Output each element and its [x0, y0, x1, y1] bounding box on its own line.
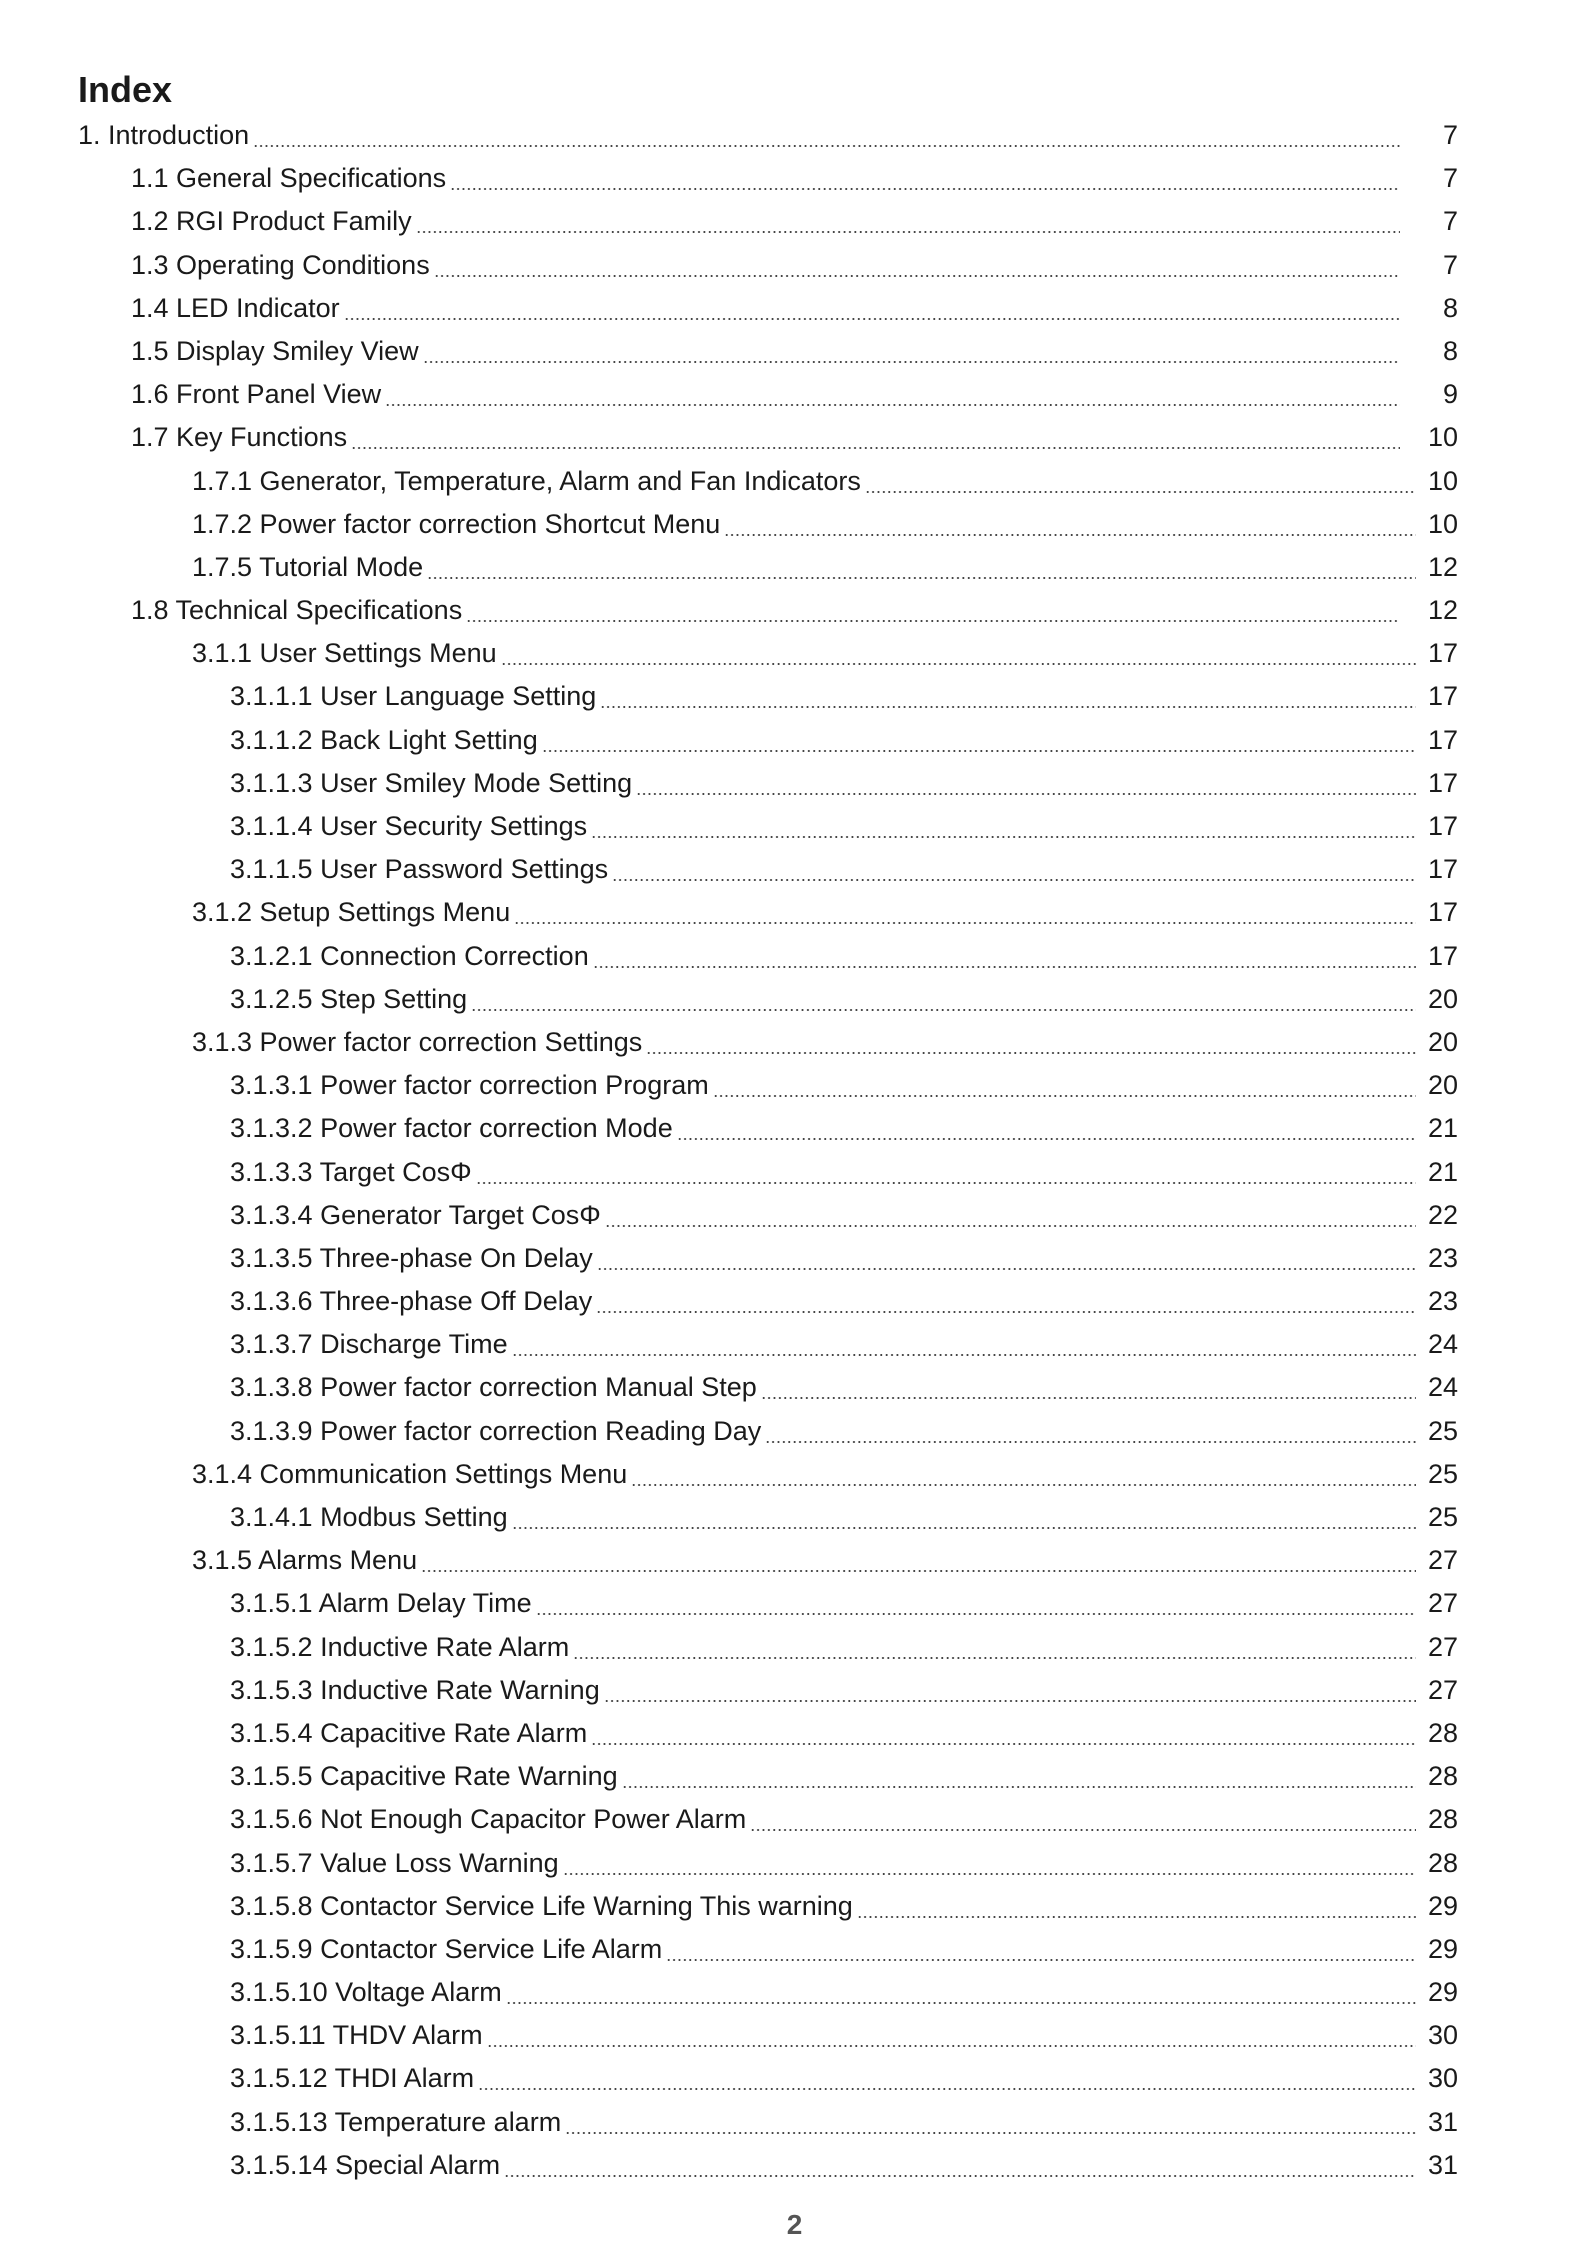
toc-entry	[78, 373, 1458, 416]
toc-entry-page: 17	[1427, 767, 1458, 798]
toc-entry-label: 3.1.3.4 Generator Target CosΦ	[230, 1199, 601, 1230]
toc-entry-page: 7	[1442, 163, 1458, 194]
dot-leader	[666, 1928, 1416, 1971]
toc-entry-label: 1.7.2 Power factor correction Shortcut Menu	[192, 508, 721, 539]
dot-leader	[591, 1712, 1416, 1755]
toc-entry-page: 20	[1427, 983, 1458, 1014]
dot-leader	[646, 1021, 1416, 1064]
page-number: 2	[786, 2209, 803, 2240]
toc-entry-label: 3.1.5.13 Temperature alarm	[230, 2106, 562, 2137]
dot-leader	[427, 546, 1416, 589]
toc-entry-page: 23	[1427, 1286, 1458, 1317]
toc-entry-page: 8	[1442, 292, 1458, 323]
dot-leader	[600, 675, 1416, 718]
toc-entry-label: 1.3 Operating Conditions	[131, 249, 430, 280]
page-title: Index	[78, 69, 173, 110]
toc-entry-label: 3.1.5.10 Voltage Alarm	[230, 1977, 502, 2008]
dot-leader	[605, 1194, 1416, 1237]
toc-entry-label: 3.1.1.3 User Smiley Mode Setting	[230, 767, 633, 798]
toc-entry-label: 1.1 General Specifications	[131, 163, 447, 194]
toc-entry	[78, 1064, 1458, 1107]
toc-entry	[78, 632, 1458, 675]
toc-entry-page: 30	[1427, 2020, 1458, 2051]
toc-entry-page: 22	[1427, 1199, 1458, 1230]
toc-entry-page: 17	[1427, 681, 1458, 712]
toc-entry	[78, 1107, 1458, 1150]
toc-entry-page: 30	[1427, 2063, 1458, 2094]
toc-entry-page: 12	[1427, 551, 1458, 582]
toc-entry	[78, 1194, 1458, 1237]
toc-entry	[78, 1021, 1458, 1064]
dot-leader	[573, 1626, 1416, 1669]
toc-entry-label: 3.1.5.9 Contactor Service Life Alarm	[230, 1933, 663, 1964]
dot-leader	[593, 935, 1416, 978]
toc-entry	[78, 1755, 1458, 1798]
toc-entry-page: 23	[1427, 1242, 1458, 1273]
toc-entry-label: 3.1.5.5 Capacitive Rate Warning	[230, 1761, 618, 1792]
toc-entry	[78, 848, 1458, 891]
dot-leader	[476, 1151, 1416, 1194]
toc-entry-page: 9	[1442, 379, 1458, 410]
toc-entry-page: 8	[1442, 335, 1458, 366]
toc-entry	[78, 1496, 1458, 1539]
table-of-contents	[78, 114, 1458, 2187]
toc-entry-label: 3.1.5.2 Inductive Rate Alarm	[230, 1631, 570, 1662]
toc-entry-page: 20	[1427, 1070, 1458, 1101]
toc-entry-label: 3.1.5.12 THDI Alarm	[230, 2063, 475, 2094]
toc-entry-page: 17	[1427, 638, 1458, 669]
dot-leader	[512, 1323, 1416, 1366]
dot-leader	[514, 891, 1416, 934]
dot-leader	[501, 632, 1416, 675]
toc-entry-page: 24	[1427, 1329, 1458, 1360]
dot-leader	[450, 157, 1400, 200]
toc-entry-label: 1.5 Display Smiley View	[131, 335, 419, 366]
toc-entry-page: 21	[1427, 1156, 1458, 1187]
dot-leader	[487, 2014, 1416, 2057]
dot-leader	[857, 1885, 1416, 1928]
toc-entry	[78, 1323, 1458, 1366]
toc-entry-page: 31	[1427, 2149, 1458, 2180]
toc-entry	[78, 1712, 1458, 1755]
toc-entry-label: 3.1.5.7 Value Loss Warning	[230, 1847, 559, 1878]
toc-entry-label: 1.7 Key Functions	[131, 422, 348, 453]
toc-entry	[78, 1626, 1458, 1669]
toc-entry-label: 1.2 RGI Product Family	[131, 206, 412, 237]
toc-entry-page: 17	[1427, 724, 1458, 755]
dot-leader	[677, 1107, 1416, 1150]
toc-entry	[78, 805, 1458, 848]
toc-entry	[78, 762, 1458, 805]
dot-leader	[591, 805, 1416, 848]
dot-leader	[724, 503, 1416, 546]
toc-entry	[78, 1582, 1458, 1625]
toc-entry-label: 1.7.5 Tutorial Mode	[192, 551, 424, 582]
toc-entry-page: 29	[1427, 1890, 1458, 1921]
dot-leader	[761, 1366, 1416, 1409]
toc-entry	[78, 1453, 1458, 1496]
dot-leader	[421, 1539, 1416, 1582]
toc-entry-label: 3.1.3 Power factor correction Settings	[192, 1026, 643, 1057]
toc-entry-page: 28	[1427, 1847, 1458, 1878]
toc-entry	[78, 675, 1458, 718]
toc-entry-page: 24	[1427, 1372, 1458, 1403]
toc-entry-label: 3.1.3.9 Power factor correction Reading Day	[230, 1415, 762, 1446]
dot-leader	[423, 330, 1400, 373]
toc-entry-label: 3.1.1.4 User Security Settings	[230, 811, 588, 841]
dot-leader	[865, 460, 1416, 503]
dot-leader	[713, 1064, 1416, 1107]
toc-entry-page: 27	[1427, 1545, 1458, 1576]
toc-entry-page: 31	[1427, 2106, 1458, 2137]
dot-leader	[466, 589, 1400, 632]
toc-entry	[78, 1928, 1458, 1971]
dot-leader	[478, 2057, 1416, 2100]
toc-entry	[78, 503, 1458, 546]
toc-entry-label: 3.1.5.1 Alarm Delay Time	[230, 1588, 532, 1619]
dot-leader	[750, 1798, 1416, 1841]
toc-entry	[78, 460, 1458, 503]
toc-entry-label: 3.1.5.11 THDV Alarm	[230, 2020, 483, 2051]
dot-leader	[597, 1237, 1416, 1280]
toc-entry-label: 3.1.3.8 Power factor correction Manual Step	[230, 1372, 757, 1403]
toc-entry-label: 3.1.5.4 Capacitive Rate Alarm	[230, 1717, 588, 1748]
toc-entry-label: 3.1.2 Setup Settings Menu	[192, 897, 511, 928]
toc-entry-page: 25	[1427, 1415, 1458, 1446]
toc-entry-label: 3.1.5.14 Special Alarm	[230, 2149, 501, 2180]
dot-leader	[253, 114, 1400, 157]
toc-entry-label: 1.4 LED Indicator	[131, 292, 340, 323]
toc-entry-label: 1.6 Front Panel View	[131, 379, 382, 410]
dot-leader	[536, 1582, 1416, 1625]
toc-entry-label: 3.1.5 Alarms Menu	[192, 1545, 418, 1576]
toc-entry-page: 28	[1427, 1804, 1458, 1835]
toc-entry	[78, 416, 1458, 459]
toc-entry-label: 3.1.5.6 Not Enough Capacitor Power Alarm	[230, 1804, 747, 1835]
dot-leader	[542, 719, 1416, 762]
toc-entry	[78, 287, 1458, 330]
dot-leader	[563, 1842, 1416, 1885]
toc-entry-page: 10	[1427, 508, 1458, 539]
dot-leader	[351, 416, 1400, 459]
dot-leader	[512, 1496, 1416, 1539]
dot-leader	[596, 1280, 1416, 1323]
toc-entry-label: 3.1.2.1 Connection Correction	[230, 940, 589, 971]
toc-entry-label: 3.1.5.8 Contactor Service Life Warning This warning	[230, 1890, 853, 1921]
toc-entry	[78, 1151, 1458, 1194]
dot-leader	[636, 762, 1416, 805]
toc-entry	[78, 157, 1458, 200]
toc-entry	[78, 1539, 1458, 1582]
toc-entry-page: 27	[1427, 1674, 1458, 1705]
toc-entry-label: 3.1.5.3 Inductive Rate Warning	[230, 1674, 600, 1705]
dot-leader	[612, 848, 1416, 891]
toc-entry-label: 1.8 Technical Specifications	[131, 595, 463, 626]
toc-entry-page: 17	[1427, 811, 1458, 841]
toc-entry-page: 28	[1427, 1761, 1458, 1792]
toc-entry-page: 10	[1427, 465, 1458, 496]
toc-entry-label: 3.1.3.7 Discharge Time	[230, 1329, 508, 1360]
toc-entry-label: 3.1.2.5 Step Setting	[230, 983, 468, 1014]
toc-entry	[78, 935, 1458, 978]
toc-entry-label: 3.1.1.1 User Language Setting	[230, 681, 597, 712]
toc-entry-page: 12	[1427, 595, 1458, 626]
toc-entry	[78, 1798, 1458, 1841]
toc-entry	[78, 1669, 1458, 1712]
toc-entry	[78, 546, 1458, 589]
toc-entry	[78, 978, 1458, 1021]
toc-entry-page: 10	[1427, 422, 1458, 453]
dot-leader	[631, 1453, 1416, 1496]
toc-entry	[78, 1410, 1458, 1453]
toc-entry-page: 28	[1427, 1717, 1458, 1748]
toc-entry-page: 17	[1427, 854, 1458, 885]
toc-entry-page: 17	[1427, 940, 1458, 971]
toc-entry-label: 3.1.3.5 Three-phase On Delay	[230, 1242, 593, 1273]
toc-entry-page: 20	[1427, 1026, 1458, 1057]
toc-entry	[78, 2101, 1458, 2144]
toc-entry-page: 29	[1427, 1977, 1458, 2008]
toc-entry	[78, 114, 1458, 157]
toc-entry-page: 27	[1427, 1631, 1458, 1662]
toc-entry	[78, 891, 1458, 934]
toc-entry-label: 3.1.3.6 Three-phase Off Delay	[230, 1286, 593, 1317]
dot-leader	[344, 287, 1400, 330]
toc-entry-page: 17	[1427, 897, 1458, 928]
toc-entry-label: 1.7.1 Generator, Temperature, Alarm and Fan Indicators	[192, 465, 861, 496]
toc-entry-page: 25	[1427, 1502, 1458, 1532]
toc-entry-label: 3.1.3.1 Power factor correction Program	[230, 1070, 709, 1101]
toc-entry	[78, 1237, 1458, 1280]
toc-entry	[78, 1366, 1458, 1409]
dot-leader	[471, 978, 1416, 1021]
dot-leader	[622, 1755, 1416, 1798]
toc-entry-label: 3.1.1.2 Back Light Setting	[230, 724, 538, 755]
toc-entry-page: 7	[1442, 120, 1458, 150]
toc-entry-page: 25	[1427, 1458, 1458, 1489]
toc-entry-label: 3.1.4.1 Modbus Setting	[230, 1502, 508, 1532]
toc-entry	[78, 719, 1458, 762]
toc-entry-page: 21	[1427, 1113, 1458, 1144]
toc-entry-label: 3.1.3.3 Target CosΦ	[230, 1156, 472, 1187]
toc-entry	[78, 2014, 1458, 2057]
dot-leader	[565, 2101, 1416, 2144]
toc-entry	[78, 589, 1458, 632]
dot-leader	[504, 2144, 1416, 2187]
toc-entry-page: 27	[1427, 1588, 1458, 1619]
toc-entry-label: 1. Introduction	[78, 120, 250, 150]
dot-leader	[385, 373, 1400, 416]
dot-leader	[434, 244, 1400, 287]
toc-entry-page: 7	[1442, 206, 1458, 237]
dot-leader	[416, 200, 1400, 243]
toc-entry	[78, 1971, 1458, 2014]
toc-entry	[78, 1280, 1458, 1323]
dot-leader	[506, 1971, 1416, 2014]
toc-entry	[78, 2144, 1458, 2187]
toc-entry	[78, 1842, 1458, 1885]
toc-entry-page: 29	[1427, 1933, 1458, 1964]
toc-entry-label: 3.1.3.2 Power factor correction Mode	[230, 1113, 673, 1144]
toc-entry-page: 7	[1442, 249, 1458, 280]
toc-entry	[78, 200, 1458, 243]
toc-entry	[78, 244, 1458, 287]
toc-entry	[78, 2057, 1458, 2100]
toc-entry-label: 3.1.1.5 User Password Settings	[230, 854, 609, 885]
toc-entry-label: 3.1.1 User Settings Menu	[192, 638, 497, 669]
toc-entry-label: 3.1.4 Communication Settings Menu	[192, 1458, 628, 1489]
toc-entry	[78, 330, 1458, 373]
toc-entry	[78, 1885, 1458, 1928]
dot-leader	[765, 1410, 1416, 1453]
dot-leader	[604, 1669, 1416, 1712]
